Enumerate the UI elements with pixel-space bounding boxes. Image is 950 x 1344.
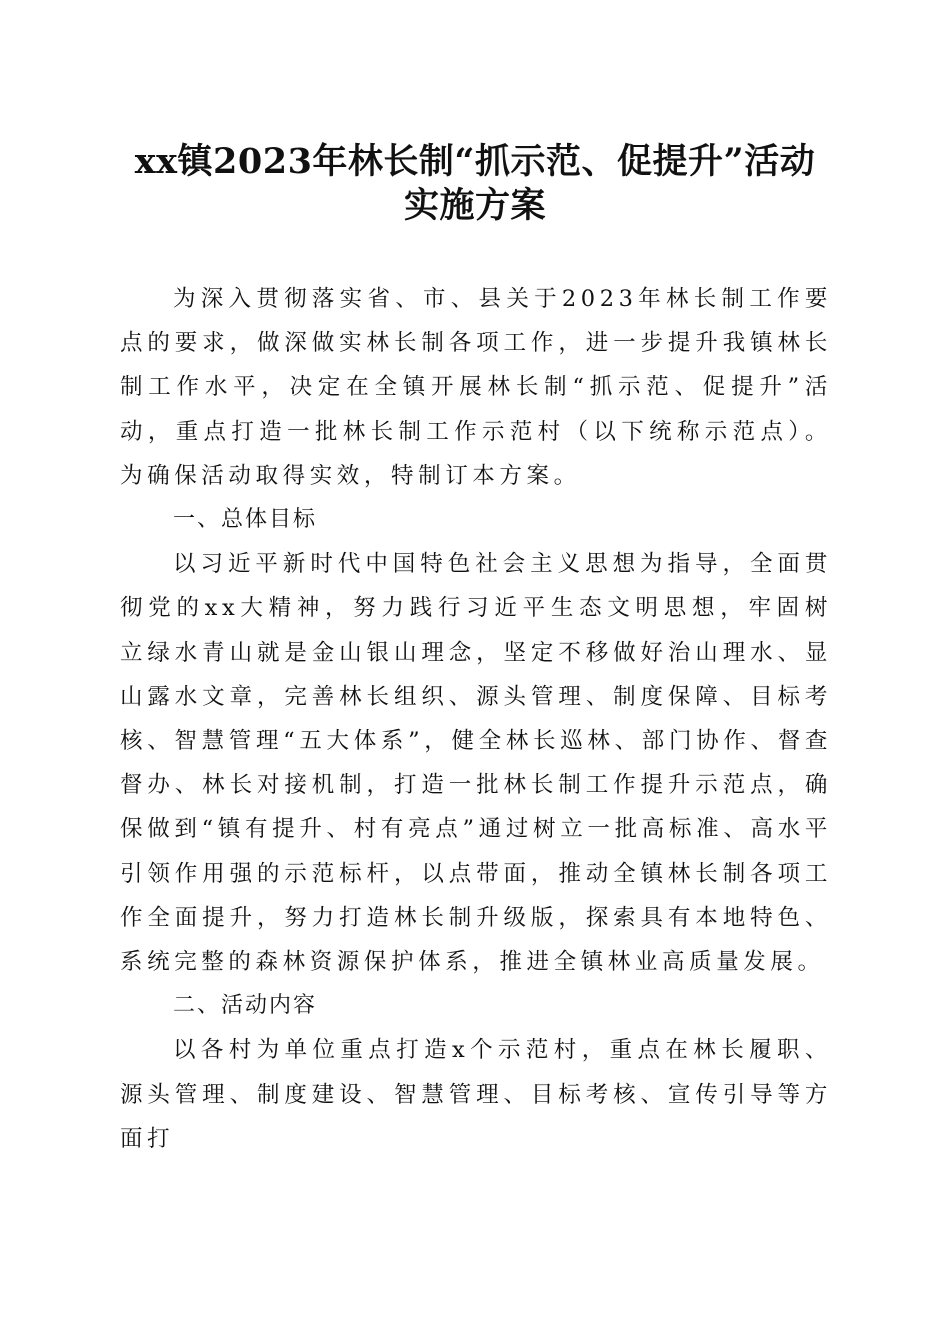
document-title-line1: xx镇2023年林长制“抓示范、促提升”活动 <box>134 141 816 182</box>
section-paragraph-overall-goals: 以习近平新时代中国特色社会主义思想为指导，全面贯彻党的xx大精神，努力践行习近平生态文明思想，牢固树立绿水青山就是金山银山理念，坚定不移做好治山理水、显山露水文章，完善林长组织、源头管理、制度保障、目标考核、智慧管理“五大体系”，健全林长巡林、部门协作、督查督办、林长对接机制，打造一批林长制工作提升示范点，确保做到“镇有提升、村有亮点”通过树立一批高标准、高水平引领作用强的示范标杆，以点带面，推动全镇林长制各项工作全面提升，努力打造林长制升级版，探索具有本地特色、系统完整的森林资源保护体系，推进全镇林业高质量发展。 <box>120 551 832 976</box>
document-body <box>120 277 832 1161</box>
intro-paragraph: 为深入贯彻落实省、市、县关于2023年林长制工作要点的要求，做深做实林长制各项工作，进一步提升我镇林长制工作水平，决定在全镇开展林长制“抓示范、促提升”活动，重点打造一批林长制工作示范村（以下统称示范点）。为确保活动取得实效，特制订本方案。 <box>120 286 832 489</box>
section-paragraph-activity-content: 以各村为单位重点打造x个示范村，重点在林长履职、源头管理、制度建设、智慧管理、目标考核、宣传引导等方面打 <box>120 1037 832 1152</box>
document-title-line2: 实施方案 <box>403 185 546 226</box>
section-heading-activity-content: 二、活动内容 <box>173 993 318 1019</box>
section-heading-overall-goals: 一、总体目标 <box>173 507 318 533</box>
